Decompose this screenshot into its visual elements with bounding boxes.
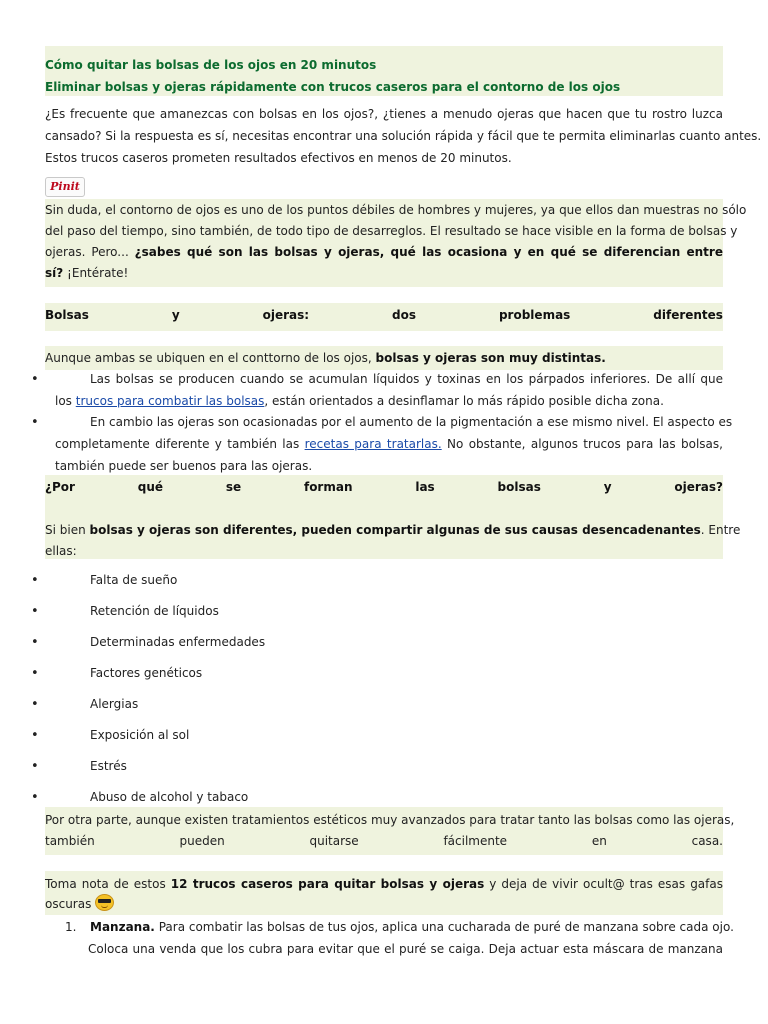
- para2-line-4-text: ¡Entérate!: [67, 266, 129, 280]
- bullet-b-line-2: [55, 434, 723, 455]
- para6-line-2-text: oscuras: [45, 897, 92, 911]
- heading1-word: ojeras:: [262, 308, 310, 322]
- article-title: Cómo quitar las bolsas de los ojos en 20 minutos: [45, 58, 377, 72]
- para3-bold: bolsas y ojeras son muy distintas.: [375, 351, 606, 365]
- intro-line-3: Estos trucos caseros prometen resultados efectivos en menos de 20 minutos.: [45, 151, 512, 165]
- cause-item: Estrés: [90, 759, 127, 773]
- item1-line-1: [90, 917, 734, 938]
- bullet-dot: •: [31, 666, 39, 681]
- para5-word: también: [45, 834, 95, 848]
- para5-word: fácilmente: [443, 834, 508, 848]
- cause-item: Exposición al sol: [90, 728, 190, 742]
- bullet-dot: •: [31, 604, 39, 619]
- para4-line-1: [45, 520, 741, 541]
- cause-item: Determinadas enfermedades: [90, 635, 266, 649]
- para5-word: quitarse: [309, 834, 359, 848]
- heading2-word: qué: [137, 480, 164, 494]
- bullet-a-line-2: [55, 391, 733, 412]
- bullet-dot: •: [31, 759, 39, 774]
- bullet-dot: •: [31, 415, 39, 430]
- heading2-word: ojeras?: [674, 480, 723, 494]
- bullet-b-line-3: también puede ser buenos para las ojeras.: [55, 459, 313, 473]
- bullet-b-text-post: No obstante, algunos trucos para las bolsas,: [447, 437, 723, 451]
- cause-item: Falta de sueño: [90, 573, 178, 587]
- para5-word: en: [591, 834, 607, 848]
- para5-line-1: Por otra parte, aunque existen tratamientos estéticos muy avanzados para tratar tanto las bolsas como las ojeras,: [45, 813, 735, 827]
- bullet-dot: •: [31, 635, 39, 650]
- bullet-a-line-1: Las bolsas se producen cuando se acumulan líquidos y toxinas en los párpados inferiores. De allí que: [90, 372, 723, 386]
- para5-word: pueden: [179, 834, 225, 848]
- section-heading-1: [45, 305, 723, 326]
- bullet-dot: •: [31, 728, 39, 743]
- para6-bold: 12 trucos caseros para quitar bolsas y ojeras: [170, 877, 485, 891]
- para2-line-2: del paso del tiempo, sino también, de todo tipo de desarreglos. El resultado se hace visible en la forma de bolsas y: [45, 224, 738, 238]
- heading2-word: las: [415, 480, 435, 494]
- heading2-word: se: [225, 480, 242, 494]
- para4-text-post: . Entre: [700, 523, 741, 537]
- bullet-b-text: completamente diferente y también las: [55, 437, 300, 451]
- item1-text: Para combatir las bolsas de tus ojos, aplica una cucharada de puré de manzana sobre cada ojo.: [158, 920, 734, 934]
- para4-bold: bolsas y ojeras son diferentes, pueden compartir algunas de sus causas desencadenantes: [89, 523, 701, 537]
- heading1-word: y: [171, 308, 180, 322]
- heading1-word: Bolsas: [45, 308, 89, 322]
- para4-line-2: ellas:: [45, 544, 77, 558]
- bullet-dot: •: [31, 697, 39, 712]
- para6-text-post: y deja de vivir ocult@ tras esas gafas: [489, 877, 723, 891]
- bullet-a-text: los: [55, 394, 72, 408]
- intro-line-2: cansado? Si la respuesta es sí, necesitas encontrar una solución rápida y fácil que te permita eliminarlas cuanto antes.: [45, 129, 762, 143]
- para5-word: casa.: [691, 834, 723, 848]
- cause-item: Abuso de alcohol y tabaco: [90, 790, 249, 804]
- list-number: 1.: [65, 920, 77, 934]
- para6-line-2: [45, 894, 723, 915]
- para3-text: Aunque ambas se ubiquen en el conttorno de los ojos,: [45, 351, 372, 365]
- item1-bold: Manzana.: [90, 920, 155, 934]
- heading1-word: problemas: [498, 308, 571, 322]
- sunglasses-emoji-icon: [95, 894, 114, 911]
- cause-item: Factores genéticos: [90, 666, 203, 680]
- heading1-word: dos: [392, 308, 417, 322]
- link-trucos-bolsas[interactable]: trucos para combatir las bolsas: [75, 394, 265, 408]
- intro-line-1: ¿Es frecuente que amanezcas con bolsas en los ojos?, ¿tienes a menudo ojeras que hacen que tu rostro luzca: [45, 107, 723, 121]
- para2-line-4-bold: sí?: [45, 266, 64, 280]
- section-heading-2: [45, 477, 723, 498]
- link-recetas-ojeras[interactable]: recetas para tratarlas.: [304, 437, 442, 451]
- bullet-dot: •: [31, 790, 39, 805]
- para4-text: Si bien: [45, 523, 86, 537]
- bullet-dot: •: [31, 573, 39, 588]
- para6-line-1: [45, 874, 723, 895]
- item1-line-2: Coloca una venda que los cubra para evitar que el puré se caiga. Deja actuar esta máscara de manzana: [88, 942, 723, 956]
- bullet-a-text-post: , están orientados a desinflamar lo más rápido posible dicha zona.: [264, 394, 664, 408]
- para2-line-3-bold: ¿sabes qué son las bolsas y ojeras, qué las ocasiona y en qué se diferencian entre: [134, 245, 723, 259]
- heading2-word: y: [603, 480, 612, 494]
- cause-item: Alergias: [90, 697, 139, 711]
- bullet-dot: •: [31, 372, 39, 387]
- para3: [45, 348, 723, 369]
- heading2-word: bolsas: [497, 480, 541, 494]
- para5-line-2: [45, 831, 723, 852]
- heading2-word: forman: [303, 480, 353, 494]
- para2-line-3: [45, 242, 723, 263]
- para2-line-4: [45, 263, 723, 284]
- para2-line-3-text: ojeras. Pero...: [45, 245, 129, 259]
- cause-item: Retención de líquidos: [90, 604, 219, 618]
- para6-text: Toma nota de estos: [45, 877, 166, 891]
- para2-line-1: Sin duda, el contorno de ojos es uno de los puntos débiles de hombres y mujeres, ya que ellos dan muestras no sólo: [45, 203, 747, 217]
- article-subtitle: Eliminar bolsas y ojeras rápidamente con trucos caseros para el contorno de los ojos: [45, 80, 621, 94]
- bullet-b-line-1: En cambio las ojeras son ocasionadas por el aumento de la pigmentación a ese mismo nivel. El aspecto es: [90, 415, 733, 429]
- heading1-word: diferentes: [653, 308, 723, 322]
- heading2-word: ¿Por: [45, 480, 75, 494]
- pinit-button[interactable]: Pinit: [45, 177, 85, 197]
